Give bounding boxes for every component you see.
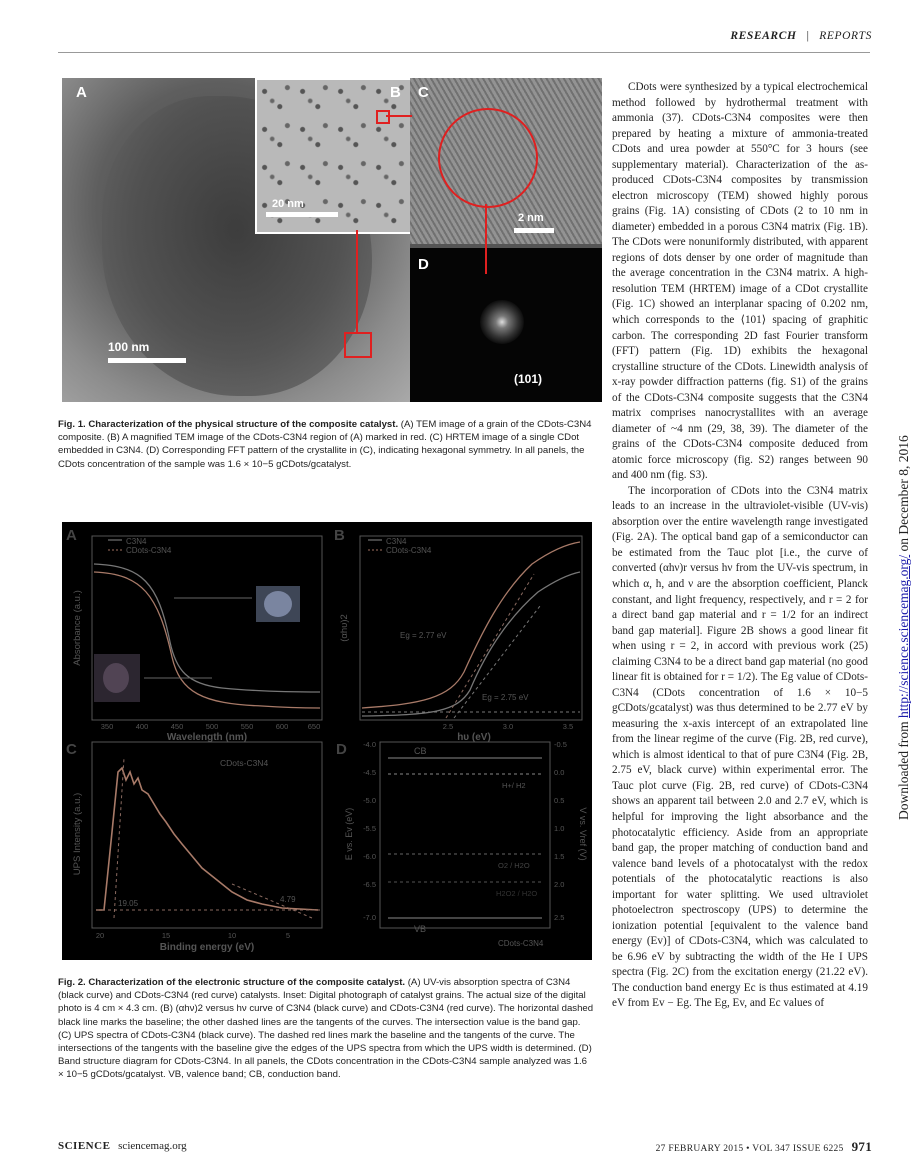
- fig2-caption-body: (A) UV-vis absorption spectra of C3N4 (black curve) and CDots-C3N4 (red curve) catalysts. Inset: Digital photograph of catalyst grains. The actual size of the digital photo is 4 cm × 4.3 cm. (B) (αhν)2 versus hν curve of C3N4 (black curve) and CDots-C3N4 (red curve). The horizontal dashed black line marks the baseline; the other dashed lines are the tangents of the curves. The intersection value is the band gap. (C) UPS spectra of CDots-C3N4 (black curve). The dashed red lines mark the baseline and the tangents of the curve. The intersections of the tangents with the baseline give the edges of the UPS spectra from which the UPS width is determined. (D) Band structure diagram for CDots-C3N4. In all panels, the CDots concentration in the CDots-C3N4 sample analyzed was 1.6 × 10−5 gCDots/gcatalyst. VB, valence band; CB, conduction band.: [58, 977, 594, 1081]
- a-tick-0: 350: [100, 722, 114, 731]
- scale-bar-c: [514, 228, 554, 233]
- d-o2-label: O2 / H2O: [498, 861, 530, 870]
- connector-b-c: [386, 115, 412, 117]
- download-link[interactable]: http://science.sciencemag.org/: [896, 554, 911, 719]
- figure-2-caption: [58, 976, 594, 1082]
- d-left-tick-6: -7.0: [363, 913, 376, 922]
- connector-a-b: [356, 230, 358, 332]
- region-marker-a: [344, 332, 372, 358]
- b-eg-cdots: Eg = 2.77 eV: [400, 631, 447, 640]
- fig1-caption-body: (A) TEM image of a grain of the CDots-C3N4 composite. (B) A magnified TEM image of the CDots-C3N4 region of (A) marked in red. (C) HRTEM image of a single CDot embedded in C3N4. (D) Corresponding FFT pattern of the crystallite in (C), indicating hexagonal symmetry. In all panels, the CDots concentration of the sample was 1.6 × 10−5 gCDots/gcatalyst.: [58, 419, 592, 470]
- subsection-label: REPORTS: [819, 30, 872, 42]
- d-right-tick-5: 2.0: [554, 880, 565, 889]
- fft-halo: [480, 300, 524, 344]
- d-right-tick-4: 1.5: [554, 852, 565, 861]
- b-xlabel: hυ (eV): [457, 732, 491, 743]
- d-left-tick-4: -6.0: [363, 852, 376, 861]
- a-tick-1: 400: [135, 722, 149, 731]
- c-tick-3: 5: [285, 931, 291, 940]
- header-separator: |: [806, 30, 810, 42]
- header-rule: [58, 52, 870, 53]
- section-label: RESEARCH: [730, 30, 797, 42]
- d-left-tick-2: -5.0: [363, 796, 376, 805]
- scale-label-a: 100 nm: [108, 340, 150, 354]
- d-left-tick-3: -5.5: [363, 824, 376, 833]
- figure-1-image: [62, 78, 602, 402]
- a-legend-2: CDots-C3N4: [126, 546, 172, 555]
- footer-left: [58, 1140, 187, 1152]
- a-xlabel: Wavelength (nm): [166, 732, 248, 743]
- fft-index-label: (101): [514, 372, 543, 386]
- a-tick-4: 550: [240, 722, 254, 731]
- fft-panel-d: [410, 248, 602, 402]
- c-edge-high: 19.05: [118, 899, 139, 908]
- download-prefix: Downloaded from: [896, 718, 911, 820]
- c-curve-ups: [96, 768, 318, 910]
- c-tick-1: 15: [161, 931, 171, 940]
- download-suffix: on December 8, 2016: [896, 435, 911, 555]
- c-tick-0: 20: [95, 931, 105, 940]
- a-inset-grain-1: [264, 591, 292, 617]
- c-tangent-right: [232, 884, 312, 918]
- b-ylabel: (αhυ)2: [339, 614, 350, 642]
- d-right-tick-3: 1.0: [554, 824, 565, 833]
- footer-right: [656, 1139, 872, 1155]
- scale-bar-b: [266, 212, 338, 217]
- fig2-label-b: B: [334, 527, 345, 544]
- a-tick-3: 500: [205, 722, 219, 731]
- paragraph-1: CDots were synthesized by a typical electrochemical method followed by hydrothermal treatment with ammonia (37). CDots-C3N4 composites were then prepared by heating a mixture of ammonia-treated CDots and urea powder at 550°C for 3 hours (see supplementary material). Characterization of the as-produced CDots-C3N4 composites by transmission electron microscopy (TEM) showed highly porous grains (Fig. 1A) consisting of CDots (2 to 10 nm in diameter) embedded in a porous C3N4 matrix (Fig. 1B). The CDots were nonuniformly distributed, with apparent regions of dots denser by one order of magnitude than the average concentration in the C3N4 matrix. A high-resolution TEM (HRTEM) image of a CDot crystallite (Fig. 1C) showed an interplanar spacing of 0.202 nm, which corresponds to the ⟨101⟩ spacing of graphitic carbon. The corresponding 2D fast Fourier transform (FFT) pattern (Fig. 1D) exhibits the hexagonal crystalline structure of the CDots. Linewidth analysis of x-ray powder diffraction patterns (fig. S1) of the grains of the CDots-C3N4 composite suggests that the C3N4 matrix comprises nanocrystallites with an average diameter of ~4 nm (29, 38, 39). The diameter of the grains of the CDots-C3N4 composite deduced from atomic force microscopy (fig. S2) ranges between 90 and 400 nm (fig. S3).: [612, 81, 868, 482]
- b-tick-2: 3.5: [562, 722, 574, 731]
- fig1-label-d: D: [418, 256, 429, 273]
- c-tangent-left: [114, 758, 124, 918]
- fig1-label-b: B: [390, 84, 401, 101]
- fig1-label-c: C: [418, 84, 429, 101]
- fig1-label-a: A: [76, 84, 87, 101]
- d-right-tick-2: 0.5: [554, 796, 565, 805]
- journal-name: SCIENCE: [58, 1140, 111, 1152]
- b-tick-0: 2.5: [442, 722, 454, 731]
- a-legend-1: C3N4: [126, 537, 147, 546]
- panel-d-frame: [380, 742, 550, 928]
- figure-2-image: [62, 522, 592, 960]
- connector-c-d: [485, 204, 487, 274]
- d-left-tick-1: -4.5: [363, 768, 376, 777]
- tem-panel-b: [255, 78, 412, 234]
- region-marker-b: [376, 110, 390, 124]
- fig2-caption-title: Fig. 2. Characterization of the electronic structure of the composite catalyst.: [58, 977, 406, 988]
- paragraph-2: The incorporation of CDots into the C3N4 matrix leads to an increase in the ultraviolet-visible (UV-vis) absorption over the entire wavelength range investigated (Fig. 2A). The optical band gap of a semiconductor can be estimated from the Tauc plot [i.e., the curve of converted (αhν)r versus hν from the UV-vis spectrum, in which α, h, and ν are the absorption coefficient, Planck constant, and light frequency, respectively, and r = 2 for a direct band gap material and r = 1/2 for an indirect band gap material]. Figure 2B shows a good linear fit when using r = 2, in accord with previous work (25) claiming C3N4 to be a direct band gap material (no good linear fit is obtained for r = 1/2). The Eg value of CDots-C3N4 (CDots concentration of 1.6 × 10−5 gCDots/gcatalyst) was thus determined to be 2.77 eV by measuring the x-axis intercept of an extrapolated line from the linear regime of the curve (Fig. 2B, red curve), which is almost identical to that of pure C3N4 (Fig. 2B, 2.75 eV, black curve) within experimental error. The Tauc plot curve (Fig. 2B, red curve) of CDots-C3N4 shows an apparent tail between 2.0 and 2.7 eV, which is helpful for improving the light absorbance and the photocatalytic efficiency. Aside from an appropriate band gap, the proper matching of conduction band and valence band levels of a photocatalyst with the redox potentials of the photocatalytic reactions is also important for water splitting. We used ultraviolet photoelectron spectroscopy (UPS) to determine the ionization potential [equivalent to the valence band energy (Ev)] of CDots-C3N4, which was calculated to be 6.96 eV by subtracting the width of the He I UPS spectra (Fig. 2C) from the excitation energy (21.22 eV). The conduction band energy Ec is thus estimated at 4.19 eV from Ev − Eg. The Eg, Ev, and Ec values of: [612, 484, 868, 1010]
- b-eg-c3n4: Eg = 2.75 eV: [482, 693, 529, 702]
- d-vb-label: VB: [414, 924, 427, 934]
- b-curve-c3n4: [362, 572, 580, 716]
- figure-1-caption: [58, 418, 594, 471]
- c-xlabel: Binding energy (eV): [159, 942, 255, 953]
- b-legend-1: C3N4: [386, 537, 407, 546]
- c-edge-low: 4.79: [280, 895, 296, 904]
- d-series-label: CDots-C3N4: [498, 939, 544, 948]
- b-legend-2: CDots-C3N4: [386, 546, 432, 555]
- d-right-tick-0: -0.5: [554, 740, 567, 749]
- panel-b-frame: [360, 536, 582, 720]
- fig2-label-a: A: [66, 527, 77, 544]
- a-tick-6: 650: [307, 722, 321, 731]
- d-left-tick-5: -6.5: [363, 880, 376, 889]
- fig2-label-d: D: [336, 741, 347, 758]
- issue-info: 27 FEBRUARY 2015 • VOL 347 ISSUE 6225: [655, 1144, 844, 1154]
- fig1-caption-title: Fig. 1. Characterization of the physical structure of the composite catalyst.: [58, 419, 399, 430]
- journal-site: sciencemag.org: [118, 1140, 187, 1152]
- d-ylabel-right: V vs. Vref (V): [578, 807, 588, 861]
- c-tick-2: 10: [227, 931, 237, 940]
- scale-label-b: 20 nm: [272, 198, 304, 210]
- c-series-label: CDots-C3N4: [220, 758, 269, 768]
- c-ylabel: UPS Intensity (a.u.): [72, 792, 83, 876]
- d-right-tick-1: 0.0: [554, 768, 565, 777]
- a-tick-2: 450: [170, 722, 184, 731]
- d-h-label: H+/ H2: [502, 781, 526, 790]
- d-h2o2-label: H2O2 / H2O: [496, 889, 538, 898]
- b-tick-1: 3.0: [502, 722, 514, 731]
- a-inset-grain-2: [103, 663, 129, 693]
- a-ylabel: Absorbance (a.u.): [72, 590, 83, 666]
- page-number: 971: [851, 1139, 872, 1154]
- d-ylabel-left: E vs. Ev (eV): [344, 807, 354, 861]
- body-text-column: [612, 80, 868, 1012]
- fig2-label-c: C: [66, 741, 77, 758]
- d-left-tick-0: -4.0: [363, 740, 376, 749]
- a-tick-5: 600: [275, 722, 289, 731]
- running-header: [730, 30, 872, 42]
- d-cb-label: CB: [414, 746, 427, 756]
- scale-label-c: 2 nm: [518, 212, 544, 224]
- d-right-tick-6: 2.5: [554, 913, 565, 922]
- scale-bar-a: [108, 358, 186, 363]
- b-curve-cdots: [362, 542, 580, 708]
- crystallite-circle: [438, 108, 538, 208]
